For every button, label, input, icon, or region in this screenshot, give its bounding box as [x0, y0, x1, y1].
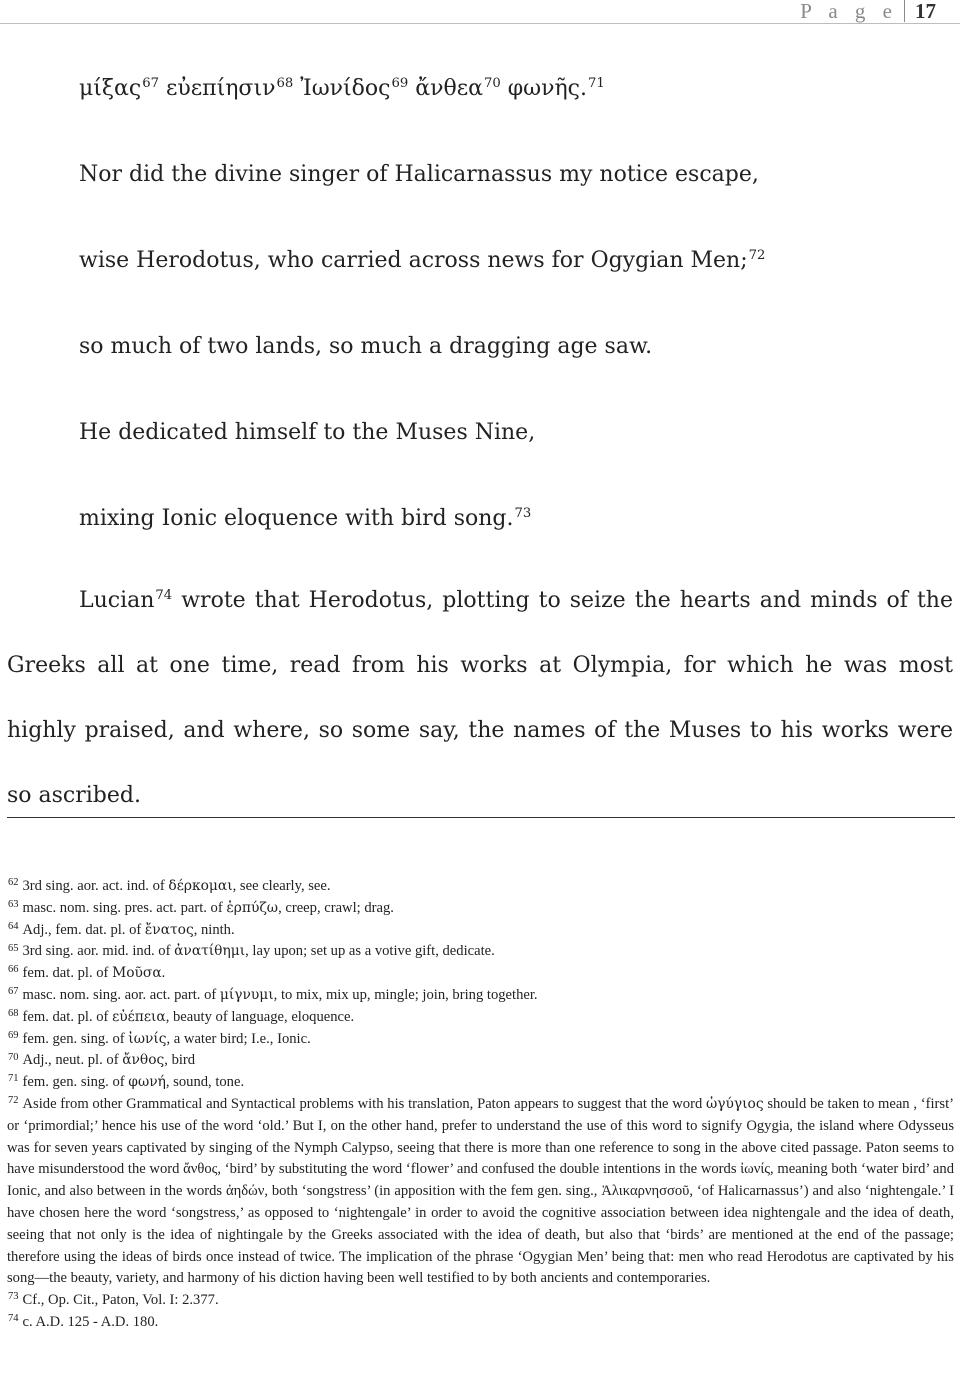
poem-block: [79, 55, 939, 571]
footnotes: [7, 876, 954, 1334]
footnote: [7, 876, 954, 898]
footnote-number: 72: [8, 1095, 19, 1107]
verse-line: [79, 399, 939, 485]
footnote-greek: ἄνθος: [122, 1052, 165, 1069]
footnote-text: , to mix, mix up, mingle; join, bring together.: [273, 986, 538, 1003]
footnote-greek: δέρκομαι: [168, 878, 233, 894]
footnote-number: 68: [8, 1008, 19, 1020]
footnote: [7, 1050, 954, 1072]
footnote-number: 74: [8, 1313, 19, 1325]
footnote-greek: φωνή: [128, 1074, 166, 1091]
footnote-text: , beauty of language, eloquence.: [165, 1008, 355, 1025]
footnote-number: 67: [8, 986, 19, 998]
footnote-number: 69: [8, 1029, 19, 1041]
footnote-text: fem. dat. pl. of: [22, 965, 113, 982]
footnote-ref[interactable]: 70: [483, 76, 501, 92]
verse-text: Nor did the divine singer of Halicarnassus my notice escape,: [79, 162, 759, 187]
footnote-text: fem. gen. sing. of: [22, 1074, 129, 1091]
greek-word: μίξας: [79, 76, 142, 101]
greek-word: εὐεπίησιν: [166, 76, 276, 101]
footnote: [7, 1312, 954, 1334]
footnote-text: Cf., Op. Cit., Paton, Vol. I: 2.377.: [22, 1292, 219, 1309]
footnote-ref[interactable]: 74: [155, 588, 173, 604]
prose-text: wrote that Herodotus, plotting to seize the hearts and minds of the Greeks all at one time, read from his works at Olympia, for which he was most highly praised, and where, so some say, the names of the Muses to his works were so ascribed.: [7, 588, 953, 808]
footnote-text: should be taken to mean , ‘first’ or ‘primordial;’ hence his use of the word ‘old.’ But I, on the other hand, prefer to understand the use of this word to signify Ogygia, the island where Odysseus was for seven years captivated by singing of the Nymph Calypso, seeing that there is more than one reference to song in the above cited passage. Paton seems to have misunderstood the word ἄνθος, ‘bird’ by substituting the word ‘flower’ and confused the double intentions in the words ἰωνίς, meaning both ‘water bird’ and Ionic, and also between in the words ἀηδών, both ‘songstress’ (in apposition with the fem gen. sing., Ἁλικαρνησσοῦ, ‘of Halicarnassus’) and also ‘nightengale.’ I have chosen here the word ‘songstress,’ as opposed to ‘nightengale’ in order to avoid the cognitive association between idea nightengale and the idea of death, seeing that not only is the idea of nightingale by the Greeks associated with the idea of death, but also that ‘birds’ are mentioned at the end of the passage; therefore using the ideas of birds once instead of twice. The implication of the phrase ‘Ogygian Men’ being that: men who read Herodotus are captivated by his song—the beauty, variety, and harmony of his diction having been well testified to by both ancients and contemporaries.: [7, 1095, 954, 1287]
footnote-text: , lay upon; set up as a votive gift, dedicate.: [245, 943, 495, 960]
page-header: [800, 0, 936, 24]
footnote-greek: ἰωνίς: [128, 1030, 167, 1047]
prose-lead: Lucian: [79, 588, 155, 613]
footnote-greek: ἔνατος: [144, 921, 194, 938]
footnote-text: , see clearly, see.: [232, 878, 331, 894]
footnote-number: 73: [8, 1291, 19, 1303]
footnote-greek: μίγνυμι: [219, 986, 274, 1003]
footnote-greek: εὐέπεια: [112, 1008, 166, 1025]
verse-line: [79, 141, 939, 227]
footnote: [7, 1007, 954, 1029]
footnote-text: , ninth.: [193, 921, 235, 938]
footnote-number: 66: [8, 964, 19, 976]
footnote-text: fem. gen. sing. of: [22, 1030, 129, 1047]
footnote-greek: ὠγύγιος: [706, 1095, 764, 1112]
prose-paragraph: [7, 568, 953, 828]
greek-verse-line: [79, 55, 939, 141]
footnote: [7, 1029, 954, 1051]
verse-line: [79, 485, 939, 571]
footnote-text: , sound, tone.: [165, 1074, 245, 1091]
footnote-greek: Μοῦσα: [112, 965, 162, 982]
footnote-text: 3rd sing. aor. mid. ind. of: [22, 943, 175, 960]
verse-text: so much of two lands, so much a dragging age saw.: [79, 334, 653, 359]
verse-text: wise Herodotus, who carried across news for Ogygian Men;: [79, 248, 748, 273]
footnote-separator: [7, 817, 955, 818]
footnote: [7, 941, 954, 963]
footnote-text: , a water bird; I.e., Ionic.: [166, 1030, 311, 1047]
footnote: [7, 1290, 954, 1312]
footnote-ref[interactable]: 68: [276, 76, 294, 92]
footnote: [7, 1072, 954, 1094]
footnote: [7, 898, 954, 920]
verse-line: [79, 227, 939, 313]
verse-line: [79, 313, 939, 399]
footnote: [7, 920, 954, 942]
footnote: [7, 985, 954, 1007]
footnote-greek: ἑρπύζω: [226, 899, 279, 916]
footnote-ref[interactable]: 71: [587, 76, 605, 92]
footnote-text: fem. dat. pl. of: [22, 1008, 113, 1025]
greek-word: ἄνθεα: [415, 76, 483, 101]
footnote-text: Adj., neut. pl. of: [22, 1052, 123, 1069]
page-number: 17: [915, 0, 936, 23]
footnote-text: masc. nom. sing. aor. act. part. of: [22, 986, 220, 1003]
footnote-ref[interactable]: 67: [142, 76, 159, 92]
footnote-ref[interactable]: 72: [748, 248, 766, 264]
verse-text: He dedicated himself to the Muses Nine,: [79, 420, 536, 445]
footnote-text: c. A.D. 125 - A.D. 180.: [22, 1313, 159, 1330]
footnote-ref[interactable]: 73: [514, 506, 532, 522]
header-divider: [904, 0, 905, 22]
footnote: [7, 963, 954, 985]
greek-word: Ἰωνίδος: [300, 76, 391, 101]
header-rule: [0, 23, 960, 24]
footnote-number: 70: [8, 1051, 19, 1063]
page-label: P a g e: [800, 0, 898, 23]
footnote-text: masc. nom. sing. pres. act. part. of: [22, 899, 227, 916]
footnote-text: 3rd sing. aor. act. ind. of: [22, 878, 169, 894]
footnote-number: 63: [8, 899, 19, 911]
footnote-greek: ἀνατίθημι: [174, 943, 246, 960]
greek-word: φωνῆς.: [507, 76, 587, 101]
footnote-text: , creep, crawl; drag.: [278, 899, 394, 916]
footnote-text: Adj., fem. dat. pl. of: [22, 921, 145, 938]
footnote-number: 65: [8, 942, 19, 954]
footnote-number: 64: [8, 920, 19, 932]
footnote-number: 71: [8, 1073, 19, 1085]
footnote-text: , bird: [164, 1052, 196, 1069]
footnote-ref[interactable]: 69: [391, 76, 409, 92]
footnote-text: Aside from other Grammatical and Syntactical problems with his translation, Paton appears to suggest that the word: [22, 1095, 706, 1112]
footnote: [7, 1094, 954, 1290]
footnote-text: .: [161, 965, 166, 982]
footnote-number: 62: [8, 877, 19, 889]
verse-text: mixing Ionic eloquence with bird song.: [79, 506, 514, 531]
